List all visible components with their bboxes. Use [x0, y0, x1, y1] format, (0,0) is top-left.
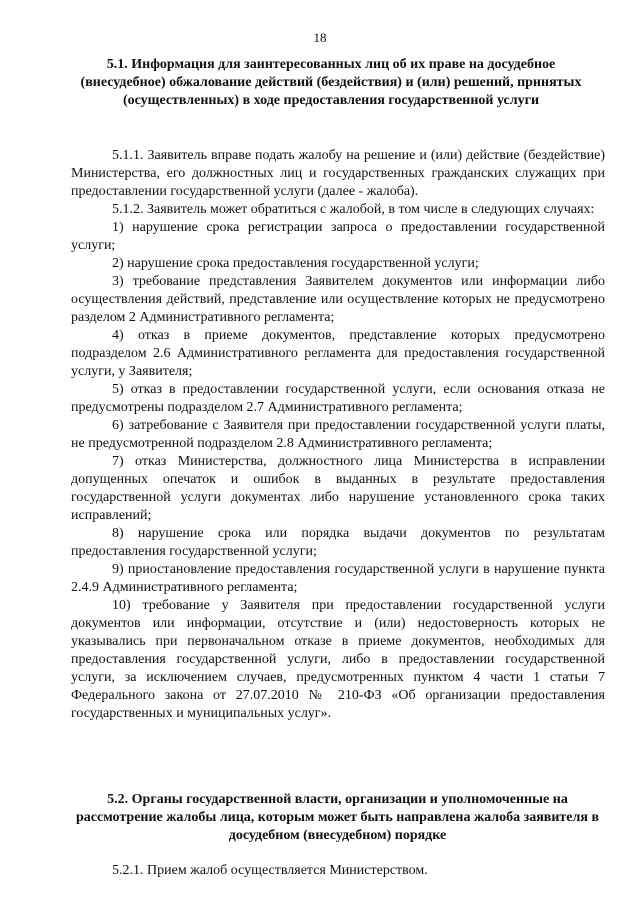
list-item-7: 7) отказ Министерства, должностного лица Министерства в исправлении допущенных опечаток и ошибок в выданных в результате предоставления государственной услуги документах либо нарушение установленного срока таких исправлений; — [71, 454, 605, 523]
list-item-3: 3) требование представления Заявителем документов или информации либо осуществления действий, представление или осуществление которых не предусмотрено разделом 2 Административного регламента; — [71, 274, 605, 325]
list-item-2: 2) нарушение срока предоставления государственной услуги; — [112, 256, 479, 271]
list-item-4: 4) отказ в приеме документов, представление которых предусмотрено подразделом 2.6 Административного регламента для предоставления государственной услуги, у Заявителя; — [71, 328, 605, 379]
paragraph-5-2-1: 5.2.1. Прием жалоб осуществляется Министерством. — [112, 863, 428, 878]
list-item-8: 8) нарушение срока или порядка выдачи документов по результатам предоставления государственной услуги; — [71, 526, 605, 559]
paragraph-5-1-2: 5.1.2. Заявитель может обратиться с жалобой, в том числе в следующих случаях: — [112, 202, 595, 217]
list-item-9: 9) приостановление предоставления государственной услуги в нарушение пункта 2.4.9 Административного регламента; — [71, 562, 605, 595]
list-item-6: 6) затребование с Заявителя при предоставлении государственной услуги платы, не предусмотренной подразделом 2.8 Административного регламента; — [71, 418, 605, 451]
list-item-1: 1) нарушение срока регистрации запроса о предоставлении государственной услуги; — [71, 220, 605, 253]
page-number: 18 — [313, 30, 327, 45]
list-item-5: 5) отказ в предоставлении государственной услуги, если основания отказа не предусмотрены подразделом 2.7 Административного регламента; — [71, 382, 605, 415]
section-5-1-heading: 5.1. Информация для заинтересованных лиц об их праве на досудебное (внесудебное) обжалование действий (бездействия) и (или) решений, принятых (осуществленных) в ходе предоставления государственной услуги — [80, 57, 582, 108]
list-item-10: 10) требование у Заявителя при предоставлении государственной услуги документов или информации, отсутствие и (или) недостоверность которых не указывались при первоначальном отказе в приеме документов, необходимых для предоставления государственной услуги, либо в предоставлении государственной услуги, за исключением случаев, предусмотренных пунктом 4 части 1 статьи 7 Федерального закона от 27.07.2010 № 210-ФЗ «Об организации предоставления государственных и муниципальных услуг». — [71, 598, 605, 721]
section-5-2-body — [71, 862, 605, 880]
section-5-1-body — [71, 147, 605, 723]
paragraph-5-1-1: 5.1.1. Заявитель вправе подать жалобу на решение и (или) действие (бездействие) Министерства, его должностных лиц и государственных гражданских служащих при предоставлении государственной услуги (далее - жалоба). — [71, 148, 605, 199]
section-5-2-heading: 5.2. Органы государственной власти, организации и уполномоченные на рассмотрение жалобы лица, которым может быть направлена жалоба заявителя в досудебном (внесудебном) порядке — [75, 792, 600, 843]
